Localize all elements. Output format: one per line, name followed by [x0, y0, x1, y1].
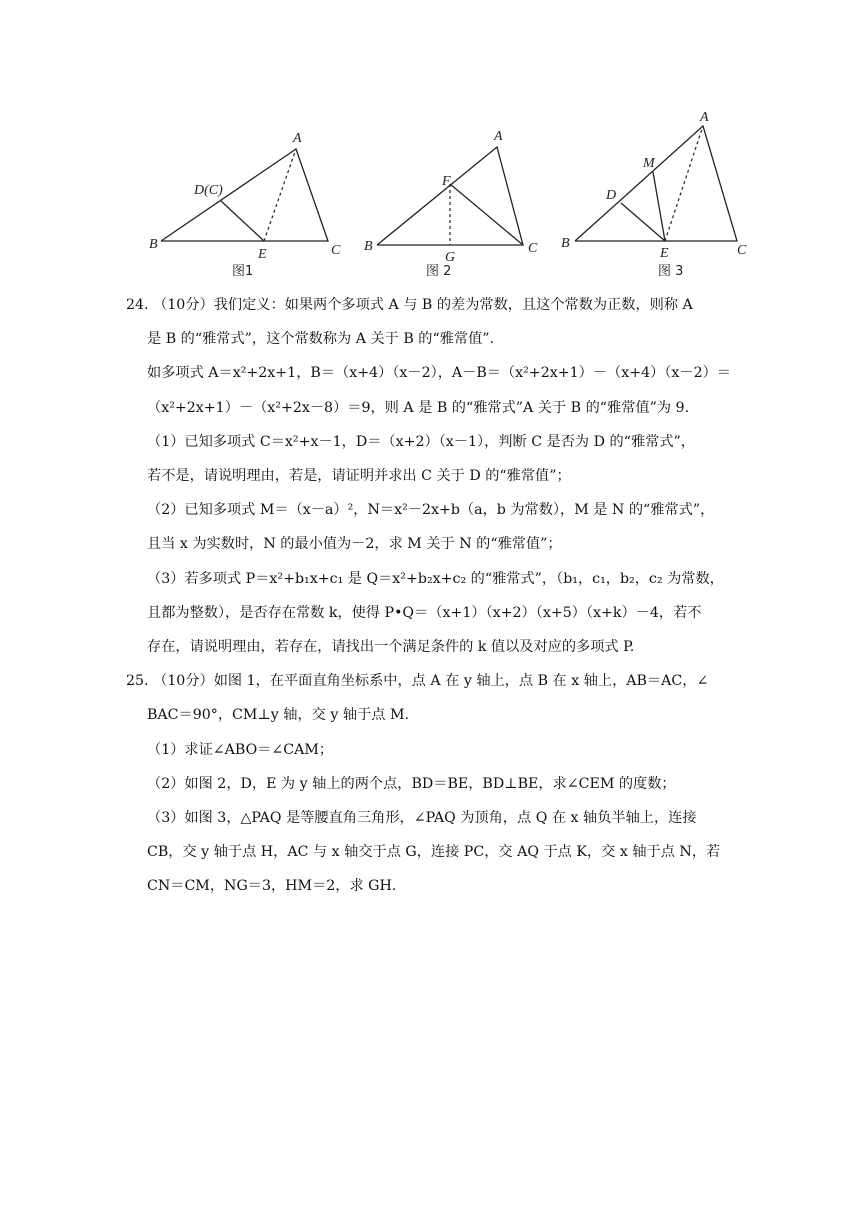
fig3-label-e: E — [660, 246, 669, 261]
geometry-figures — [140, 100, 760, 285]
fig2-caption: 图 2 — [426, 264, 452, 279]
q25-line-2: BAC＝90°，CM⊥y 轴，交 y 轴于点 M. — [147, 707, 410, 724]
fig3-triangle — [575, 126, 737, 241]
fig1-segment-ae — [264, 149, 296, 241]
fig1-segment-de — [221, 201, 264, 241]
question-24 — [126, 288, 738, 664]
fig2-label-g: G — [445, 250, 456, 265]
question-25 — [126, 664, 738, 903]
q25-line-6: CB，交 y 轴于点 H，AC 与 x 轴交于点 G，连接 PC，交 AQ 于点 K，交 x 轴于点 N，若 — [147, 844, 721, 861]
q25-line-1: 25. （10分）如图 1，在平面直角坐标系中，点 A 在 y 轴上，点 B 在 x 轴上，AB＝AC，∠ — [126, 673, 709, 690]
q24-line-2: 是 B 的“雅常式”，这个常数称为 A 关于 B 的“雅常值”. — [147, 331, 495, 348]
q24-line-7: （2）已知多项式 M＝（x－a）²，N＝x²－2x+b（a，b 为常数），M 是 N 的“雅常式”， — [147, 502, 715, 519]
fig2-label-c: C — [528, 241, 538, 256]
q24-line-1: 24. （10分）我们定义：如果两个多项式 A 与 B 的差为常数，且这个常数为正数，则称 A — [126, 297, 693, 313]
fig1-label-a: A — [293, 131, 302, 146]
figure-3 — [561, 110, 747, 279]
q24-line-9: （3）若多项式 P＝x²+b₁x+c₁ 是 Q＝x²+b₂x+c₂ 的“雅常式”，（b₁，c₁，b₂，c₂ 为常数， — [147, 570, 724, 587]
fig1-triangle — [161, 149, 328, 241]
q25-line-5: （3）如图 3，△PAQ 是等腰直角三角形，∠PAQ 为顶角，点 Q 在 x 轴负半轴上，连接 — [147, 810, 697, 827]
q25-line-3: （1）求证∠ABO＝∠CAM； — [147, 741, 334, 758]
question-content — [126, 288, 738, 904]
q25-line-4: （2）如图 2，D，E 为 y 轴上的两个点，BD＝BE，BD⊥BE，求∠CEM 的度数； — [147, 775, 676, 792]
fig3-label-c: C — [737, 243, 747, 258]
q24-line-8: 且当 x 为实数时，N 的最小值为－2，求 M 关于 N 的“雅常值”； — [147, 536, 562, 553]
fig1-label-dc: D(C) — [194, 183, 223, 198]
fig2-segment-fc — [450, 184, 523, 245]
fig2-label-b: B — [364, 239, 373, 254]
fig3-label-b: B — [561, 236, 570, 251]
fig3-label-a: A — [700, 110, 709, 125]
fig1-label-c: C — [331, 243, 341, 258]
fig1-label-e: E — [258, 247, 267, 262]
q24-line-11: 存在，请说明理由，若存在，请找出一个满足条件的 k 值以及对应的多项式 P. — [147, 639, 635, 656]
q24-line-3: 如多项式 A＝x²+2x+1，B＝（x+4）（x－2），A－B＝（x²+2x+1）－（x+4）（x－2）＝ — [147, 365, 731, 382]
fig3-caption: 图 3 — [658, 264, 684, 279]
fig3-segment-me — [653, 172, 665, 241]
fig3-label-m: M — [643, 156, 655, 171]
q24-line-4: （x²+2x+1）－（x²+2x－8）＝9，则 A 是 B 的“雅常式”A 关于 B 的“雅常值”为 9. — [147, 399, 690, 416]
q25-line-7: CN＝CM，NG＝3，HM＝2，求 GH. — [147, 878, 397, 895]
q24-line-5: （1）已知多项式 C＝x²+x－1，D＝（x+2）（x－1），判断 C 是否为 D 的“雅常式”， — [147, 433, 695, 450]
fig1-caption: 图1 — [232, 264, 254, 279]
figures-row — [140, 100, 760, 285]
figure-1 — [149, 131, 341, 279]
fig3-segment-de — [621, 203, 665, 241]
fig3-label-d: D — [606, 188, 617, 203]
q24-line-6: 若不是，请说明理由，若是，请证明并求出 C 关于 D 的“雅常值”； — [147, 468, 571, 485]
fig2-label-f: F — [442, 174, 451, 189]
q24-line-10: 且都为整数），是否存在常数 k，使得 P•Q＝（x+1）（x+2）（x+5）（x+k）－4，若不 — [147, 604, 702, 621]
figure-2 — [364, 129, 538, 279]
fig1-label-b: B — [149, 237, 158, 252]
fig2-label-a: A — [494, 129, 503, 144]
